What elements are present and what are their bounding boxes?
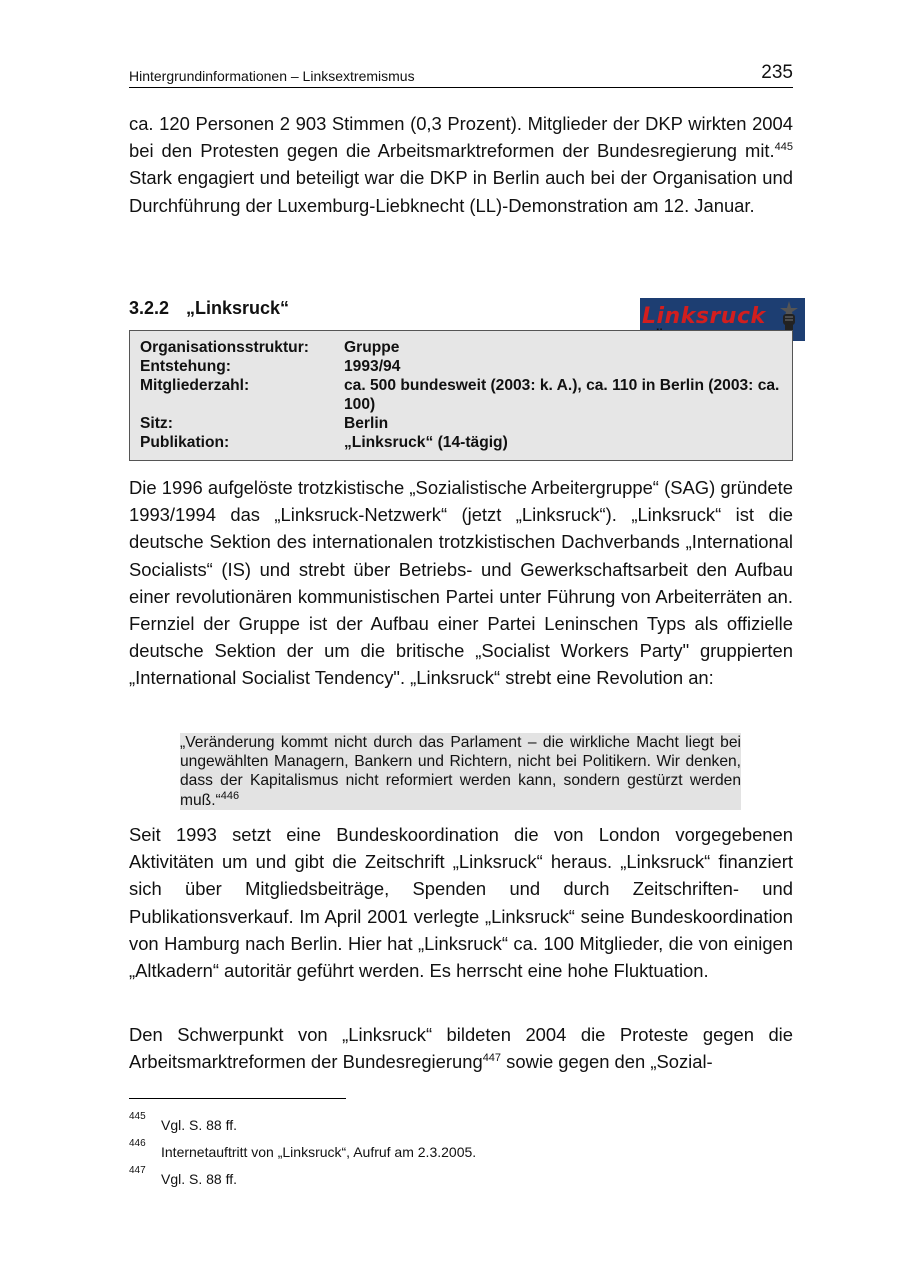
info-label: Entstehung: — [140, 358, 231, 375]
info-label: Mitgliederzahl: — [140, 377, 250, 394]
info-value: ca. 500 bundesweit (2003: k. A.), ca. 110 in Berlin (2003: ca. 100) — [344, 377, 780, 413]
info-value: 1993/94 — [344, 358, 401, 375]
info-label: Sitz: — [140, 415, 173, 432]
body-paragraph: Seit 1993 setzt eine Bundeskoordination die von London vorgegebenen Aktivitäten um und gibt die Zeitschrift „Linksruck“ heraus. „Linksruck“ finanziert sich über Mitgliedsbeiträge, Spenden und durch Zeitschriften- und Publikationsverkauf. Im April 2001 verlegte „Linksruck“ seine Bundeskoordination von Hamburg nach Berlin. Hier hat „Linksruck“ ca. 100 Mitglieder, die von einigen „Altkadern“ autoritär geführt werden. Es herrscht eine hohe Fluktuation. — [129, 824, 793, 982]
footnote-number: 445 — [129, 1111, 146, 1122]
running-header — [129, 60, 793, 88]
footnote-text: Vgl. S. 88 ff. — [161, 1117, 238, 1133]
footnote-ref[interactable]: 446 — [220, 789, 240, 802]
section-number: 3.2.2 — [129, 298, 170, 318]
footnote-ref[interactable]: 447 — [482, 1052, 502, 1065]
block-quote: „Veränderung kommt nicht durch das Parlament – die wirkliche Macht liegt bei ungewählten Managern, Bankern und Richtern, nicht bei Politikern. Wir denken, dass der Kapitalismus nicht reformiert werden kann, sondern gestürzt werden muß.“$^{446}$ — [180, 734, 741, 809]
info-value: „Linksruck“ (14-tägig) — [344, 434, 508, 451]
footnote-divider — [129, 1098, 346, 1099]
body-paragraph: Den Schwerpunkt von „Linksruck“ bildeten 2004 die Proteste gegen die Arbeitsmarktreformen der Bundesregierung$^{447}$ sowie gegen den „Sozial- — [129, 1024, 793, 1073]
body-paragraph: Die 1996 aufgelöste trotzkistische „Sozialistische Arbeitergruppe“ (SAG) gründete 1993/1994 das „Linksruck-Netzwerk“ (jetzt „Linksruck“). „Linksruck“ ist die deutsche Sektion des internationalen trotzkistischen Dachverbands „International Socialists“ (IS) und strebt über Betriebs- und Gewerkschaftsarbeit den Aufbau einer revolutionären kommunistischen Partei unter Führung von Arbeiterräten an. Fernziel der Gruppe ist der Aufbau einer Partei Leninschen Typs als offizielle deutsche Sektion der um die britische „Socialist Workers Party" gruppierten „International Socialist Tendency". „Linksruck“ strebt eine Revolution an: — [129, 477, 793, 689]
logo-text: Linksruck — [642, 304, 766, 329]
section-heading — [129, 298, 289, 319]
running-title: Hintergrundinformationen – Linksextremismus — [129, 68, 415, 84]
info-label: Publikation: — [140, 434, 230, 451]
footnote-text: Vgl. S. 88 ff. — [161, 1171, 238, 1187]
intro-paragraph: ca. 120 Personen 2 903 Stimmen (0,3 Prozent). Mitglieder der DKP wirkten 2004 bei den Protesten gegen die Arbeitsmarktreformen der Bundesregierung mit.$^{445}$ Stark engagiert und beteiligt war die DKP in Berlin auch bei der Organisation und Durchführung der Luxemburg-Liebknecht (LL)-Demonstration am 12. Januar. — [129, 113, 793, 216]
footnote-text: Internetauftritt von „Linksruck“, Aufruf am 2.3.2005. — [161, 1144, 477, 1160]
footnote-ref[interactable]: 445 — [774, 141, 793, 154]
info-value: Gruppe — [344, 339, 400, 356]
info-value: Berlin — [344, 415, 389, 432]
footnote-number: 446 — [129, 1138, 146, 1149]
section-title: „Linksruck“ — [186, 298, 290, 318]
info-label: Organisationsstruktur: — [140, 339, 309, 356]
organization-info-box — [129, 330, 793, 461]
page-number: 235 — [761, 62, 793, 83]
footnote-number: 447 — [129, 1165, 146, 1176]
